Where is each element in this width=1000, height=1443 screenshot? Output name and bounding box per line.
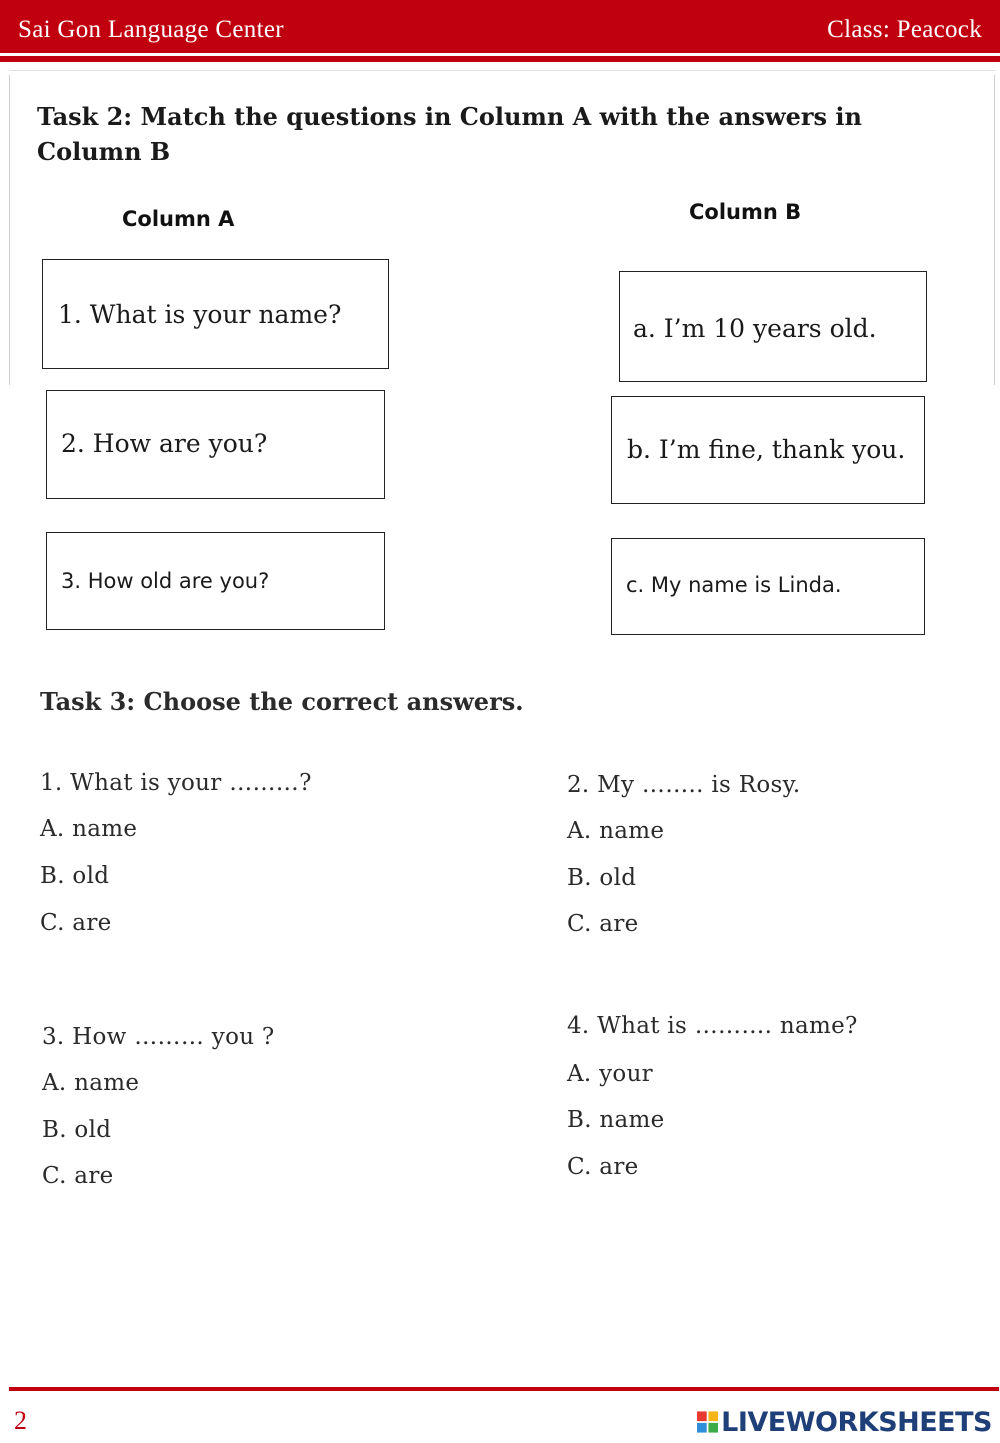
- center-name: Sai Gon Language Center: [18, 16, 284, 43]
- match-question-3[interactable]: [46, 532, 385, 630]
- match-answer-text: a. I’m 10 years old.: [633, 314, 877, 343]
- question-4-option-b[interactable]: B. name: [567, 1107, 665, 1133]
- page-border-right: [994, 75, 995, 385]
- footer-divider: [9, 1387, 999, 1391]
- task2-heading: [37, 99, 937, 169]
- liveworksheets-brand[interactable]: [697, 1406, 992, 1438]
- page-number: 2: [14, 1406, 27, 1435]
- match-answer-a[interactable]: [619, 271, 927, 382]
- question-2-option-a[interactable]: A. name: [567, 818, 665, 844]
- task2-heading-line2: Column B: [37, 137, 171, 166]
- column-a-title: Column A: [122, 207, 235, 231]
- match-question-text: 1. What is your name?: [58, 300, 342, 329]
- question-1-option-c[interactable]: C. are: [40, 910, 112, 936]
- task2-heading-line1: Task 2: Match the questions in Column A with the answers in: [37, 102, 862, 131]
- question-2-option-c[interactable]: C. are: [567, 911, 639, 937]
- class-label: Class: Peacock: [827, 16, 982, 43]
- question-4-option-a[interactable]: A. your: [567, 1061, 653, 1087]
- match-question-text: 3. How old are you?: [61, 569, 270, 593]
- task3-heading: Task 3: Choose the correct answers.: [40, 687, 524, 716]
- question-1-option-b[interactable]: B. old: [40, 863, 110, 889]
- page-border-left: [9, 75, 10, 385]
- question-2-option-b[interactable]: B. old: [567, 865, 637, 891]
- liveworksheets-logo-icon: [697, 1410, 718, 1434]
- match-question-2[interactable]: [46, 390, 385, 499]
- question-3-option-b[interactable]: B. old: [42, 1117, 112, 1143]
- question-4-option-c[interactable]: C. are: [567, 1154, 639, 1180]
- column-b-title: Column B: [689, 200, 802, 224]
- match-question-1[interactable]: [42, 259, 389, 369]
- question-4-prompt: 4. What is ………. name?: [567, 1013, 858, 1039]
- question-1-option-a[interactable]: A. name: [40, 816, 138, 842]
- match-question-text: 2. How are you?: [61, 429, 268, 458]
- page-border-top: [9, 70, 995, 71]
- question-2-prompt: 2. My …….. is Rosy.: [567, 772, 801, 798]
- brand-text: LIVEWORKSHEETS: [721, 1406, 992, 1438]
- question-1-prompt: 1. What is your ………?: [40, 770, 312, 796]
- header-band: [0, 0, 1000, 53]
- question-3-prompt: 3. How ……… you ?: [42, 1024, 275, 1050]
- match-answer-text: c. My name is Linda.: [626, 573, 842, 597]
- match-answer-text: b. I’m fine, thank you.: [627, 435, 906, 464]
- match-answer-c[interactable]: [611, 538, 925, 635]
- header-divider: [0, 56, 1000, 62]
- match-answer-b[interactable]: [611, 396, 925, 504]
- question-3-option-c[interactable]: C. are: [42, 1163, 114, 1189]
- question-3-option-a[interactable]: A. name: [42, 1070, 140, 1096]
